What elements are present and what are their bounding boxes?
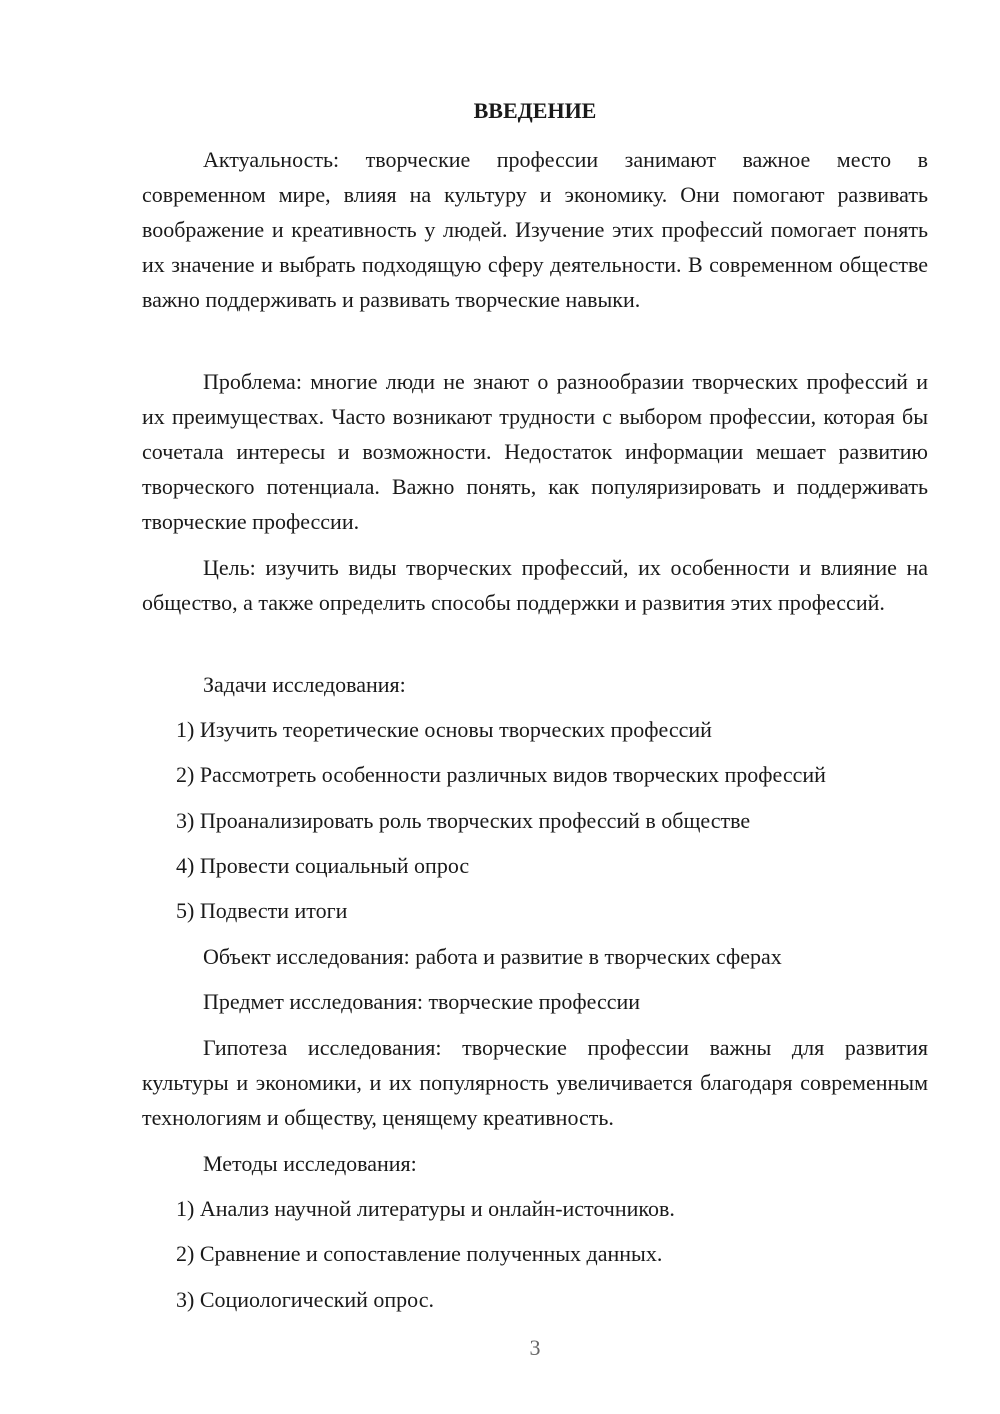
list-item: 2) Рассмотреть особенности различных видов творческих профессий xyxy=(176,762,826,787)
paragraph-hypothesis: Гипотеза исследования: творческие профессии важны для развития культуры и экономики, и их популярность увеличивается благодаря современным технологиям и обществу, ценящему креативность. xyxy=(142,1035,928,1130)
list-item: 1) Анализ научной литературы и онлайн-источников. xyxy=(176,1196,675,1221)
page-number: 3 xyxy=(529,1335,541,1360)
paragraph-problem: Проблема: многие люди не знают о разнообразии творческих профессий и их преимуществах. Часто возникают трудности с выбором профессии, которая бы сочетала интересы и возможности. Недостаток информации мешает развитию творческого потенциала. Важно понять, как популяризировать и поддерживать творческие профессии. xyxy=(142,369,928,534)
methods-heading: Методы исследования: xyxy=(203,1151,417,1176)
list-item: 3) Социологический опрос. xyxy=(176,1287,434,1312)
list-item: 2) Сравнение и сопоставление полученных данных. xyxy=(176,1241,663,1266)
list-item: 5) Подвести итоги xyxy=(176,898,348,923)
paragraph-relevance: Актуальность: творческие профессии занимают важное место в современном мире, влияя на культуру и экономику. Они помогают развивать воображение и креативность у людей. Изучение этих профессий помогает понять их значение и выбрать подходящую сферу деятельности. В современном обществе важно поддерживать и развивать творческие навыки. xyxy=(142,147,928,312)
paragraph-goal: Цель: изучить виды творческих профессий, их особенности и влияние на общество, а также определить способы поддержки и развития этих профессий. xyxy=(142,555,928,615)
list-item: 4) Провести социальный опрос xyxy=(176,853,470,878)
list-item: 3) Проанализировать роль творческих профессий в обществе xyxy=(176,808,751,833)
research-subject: Предмет исследования: творческие профессии xyxy=(203,989,641,1014)
research-object: Объект исследования: работа и развитие в творческих сферах xyxy=(203,944,782,969)
tasks-heading: Задачи исследования: xyxy=(203,672,406,697)
list-item: 1) Изучить теоретические основы творческих профессий xyxy=(176,717,712,742)
section-title: ВВЕДЕНИЕ xyxy=(473,98,597,123)
